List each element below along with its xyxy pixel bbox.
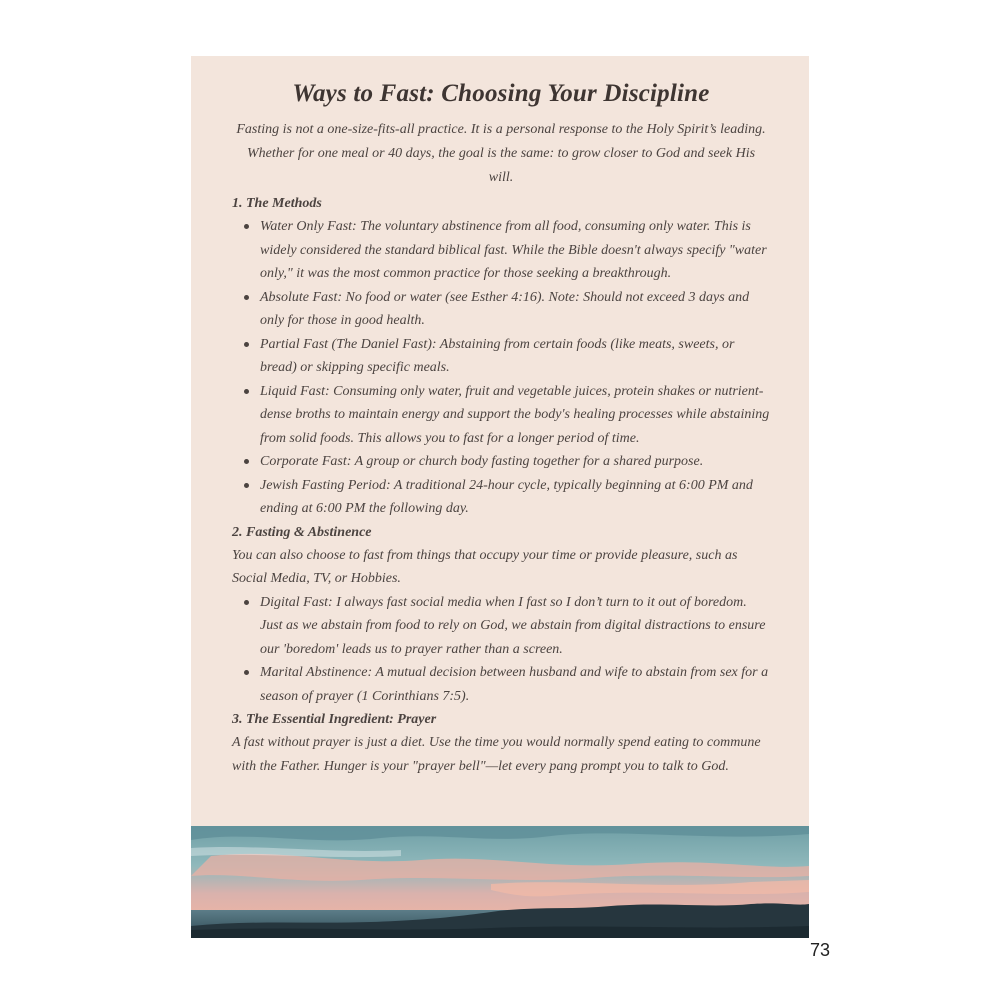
page-title: Ways to Fast: Choosing Your Discipline [292, 80, 710, 107]
list-item: Absolute Fast: No food or water (see Esther 4:16). Note: Should not exceed 3 days and only for those in good health. [260, 286, 770, 333]
list-item: Digital Fast: I always fast social media when I fast so I don’t turn to it out of boredom. Just as we abstain from food to rely on God, we abstain from digital distractions to ensure our 'boredom' leads us to prayer rather than a screen. [260, 591, 770, 662]
document-page [191, 56, 809, 938]
list-item: Marital Abstinence: A mutual decision between husband and wife to abstain from sex for a season of prayer (1 Corinthians 7:5). [260, 661, 770, 708]
sunset-landscape-image [191, 826, 809, 938]
intro-paragraph: Fasting is not a one-size-fits-all practice. It is a personal response to the Holy Spirit’s leading. Whether for one meal or 40 days, the goal is the same: to grow closer to God and seek His will. [236, 122, 766, 185]
section-heading-prayer: 3. The Essential Ingredient: Prayer [232, 712, 437, 727]
abstinence-list [232, 591, 770, 709]
abstinence-paragraph: You can also choose to fast from things that occupy your time or provide pleasure, such as Social Media, TV, or Hobbies. [232, 547, 738, 586]
methods-list [232, 215, 770, 521]
list-item: Water Only Fast: The voluntary abstinence from all food, consuming only water. This is widely considered the standard biblical fast. While the Bible doesn't always specify "water only," it was the most common practice for those seeking a breakthrough. [260, 215, 770, 286]
list-item: Partial Fast (The Daniel Fast): Abstaining from certain foods (like meats, sweets, or bread) or skipping specific meals. [260, 333, 770, 380]
section-heading-methods: 1. The Methods [232, 196, 322, 211]
page-content [232, 76, 770, 778]
list-item: Corporate Fast: A group or church body fasting together for a shared purpose. [260, 450, 770, 474]
prayer-paragraph: A fast without prayer is just a diet. Use the time you would normally spend eating to commune with the Father. Hunger is your "prayer bell"—let every pang prompt you to talk to God. [232, 735, 761, 774]
page-number: 73 [810, 940, 831, 960]
list-item: Liquid Fast: Consuming only water, fruit and vegetable juices, protein shakes or nutrient-dense broths to maintain energy and support the body's healing processes while abstaining from solid foods. This allows you to fast for a longer period of time. [260, 380, 770, 451]
list-item: Jewish Fasting Period: A traditional 24-hour cycle, typically beginning at 6:00 PM and ending at 6:00 PM the following day. [260, 474, 770, 521]
section-heading-abstinence: 2. Fasting & Abstinence [232, 524, 372, 540]
